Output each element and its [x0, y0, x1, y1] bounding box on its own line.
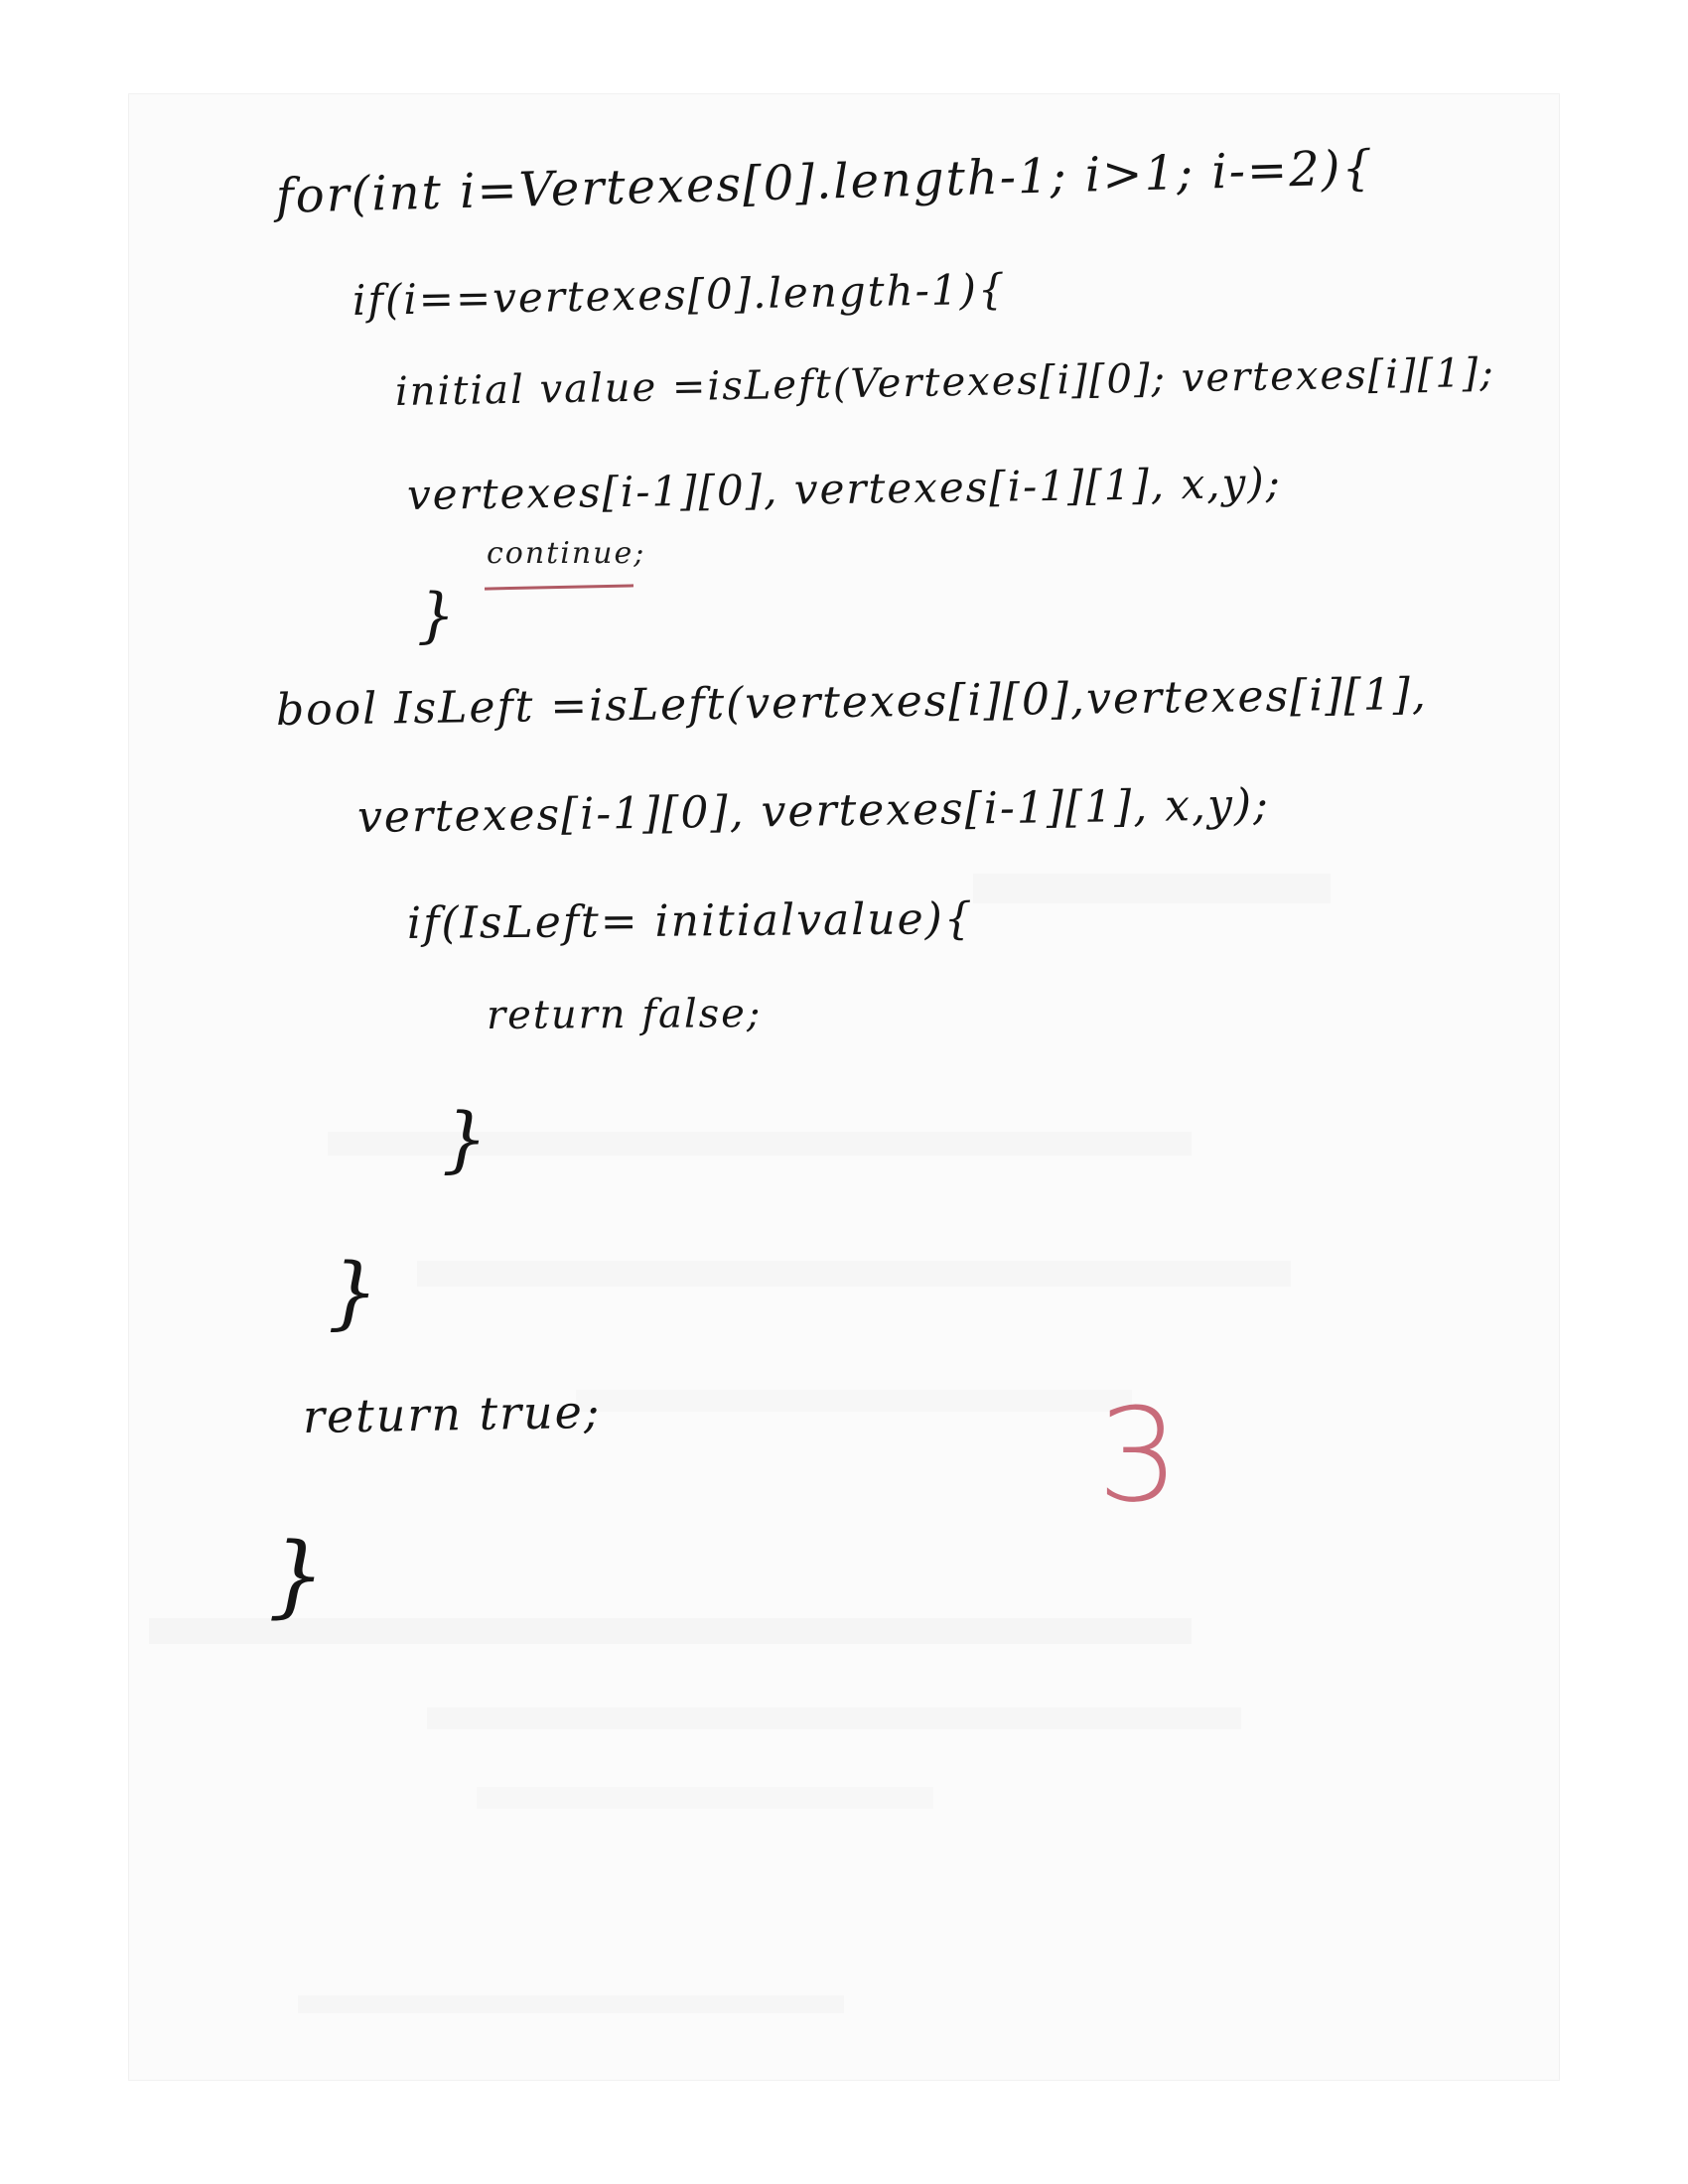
grade-mark: 3 [1097, 1380, 1180, 1531]
closing-brace-3: } [328, 1246, 378, 1338]
code-line-4: vertexes[i-1][0], vertexes[i-1][1], x,y); [406, 458, 1283, 519]
handwritten-note: continue; [487, 536, 646, 571]
code-line-9: return true; [302, 1384, 602, 1443]
closing-brace-4: } [268, 1524, 326, 1628]
code-line-8: return false; [486, 991, 763, 1038]
code-line-5: bool IsLeft =isLeft(vertexes[i][0],vertexes[i][1], [275, 668, 1429, 736]
closing-brace-1: } [417, 581, 456, 650]
code-line-6: vertexes[i-1][0], vertexes[i-1][1], x,y); [356, 779, 1271, 843]
code-line-3: initial value =isLeft(Vertexes[i][0]; vertexes[i][1]; [394, 349, 1496, 415]
closing-brace-2: } [442, 1097, 488, 1180]
code-line-1: for(int i=Vertexes[0].length-1; i>1; i-=2){ [275, 140, 1375, 224]
code-line-7: if(IsLeft= initialvalue){ [406, 893, 975, 949]
code-line-2: if(i==vertexes[0].length-1){ [352, 264, 1008, 325]
